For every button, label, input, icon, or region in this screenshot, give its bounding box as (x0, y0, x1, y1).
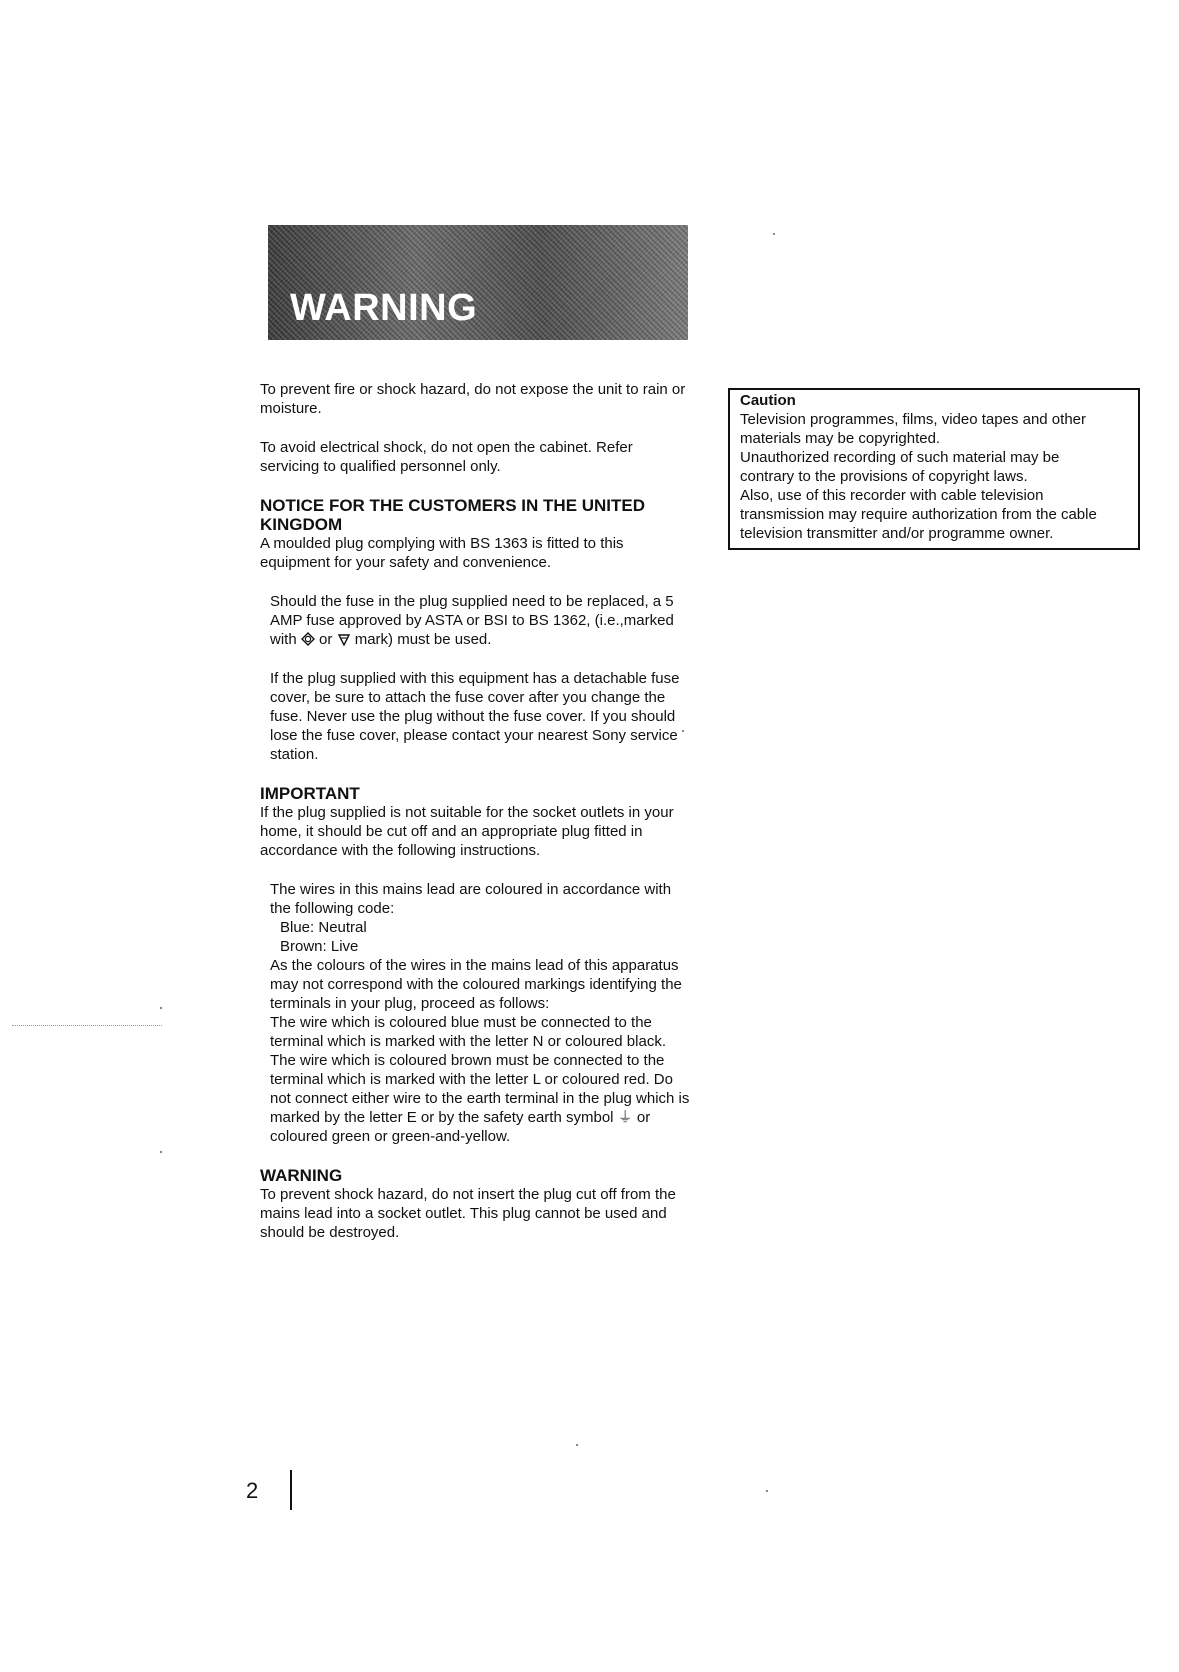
banner-title: WARNING (290, 287, 478, 329)
caution-line: Television programmes, films, video tapes and other (740, 411, 1086, 428)
scan-speck (682, 730, 684, 732)
wire-connection-instructions (270, 1013, 690, 1146)
scan-speck (773, 233, 775, 235)
scan-dotted-artifact (12, 1025, 162, 1026)
earth-symbol-icon: ⏚ (617, 1109, 633, 1126)
caution-title: Caution (740, 392, 796, 409)
asta-mark-icon (301, 632, 315, 646)
fuse-text-or: or (319, 631, 333, 648)
fuse-paragraph (260, 592, 690, 649)
warning-body: To prevent shock hazard, do not insert the plug cut off from the mains lead into a socket outlet. This plug cannot be used and should be destroyed. (260, 1186, 676, 1241)
scan-speck (160, 1151, 162, 1153)
important-heading: IMPORTANT (260, 784, 360, 803)
wire-code-block (260, 880, 690, 1146)
connection-text-b: or coloured green or green-and-yellow. (270, 1109, 651, 1145)
uk-notice-heading: NOTICE FOR THE CUSTOMERS IN THE UNITED KINGDOM (260, 496, 646, 534)
scan-speck (160, 1007, 162, 1009)
caution-line: contrary to the provisions of copyright laws. (740, 468, 1028, 485)
page-number-rule (290, 1470, 292, 1510)
caution-line: materials may be copyrighted. (740, 430, 941, 447)
bsi-kitemark-icon (337, 632, 351, 646)
wire-brown: Brown: Live (280, 938, 359, 955)
uk-notice-body: A moulded plug complying with BS 1363 is fitted to this equipment for your safety and convenience. (260, 535, 624, 571)
page-number: 2 (246, 1478, 259, 1503)
intro-fire: To prevent fire or shock hazard, do not expose the unit to rain or moisture. (260, 381, 686, 417)
wire-blue: Blue: Neutral (280, 919, 367, 936)
warning-heading: WARNING (260, 1166, 343, 1185)
main-column (260, 380, 690, 1242)
connection-text-a: The wire which is coloured blue must be connected to the terminal which is marked with the letter N or coloured black. The wire which is coloured brown must be connected to the terminal which is marked with the letter L or coloured red. Do not connect either wire to the earth terminal in the plug which is marked by the letter E or by the safety earth symbol (270, 1014, 690, 1126)
fuse-text-b: mark) must be used. (354, 631, 492, 648)
fuse-cover-paragraph: If the plug supplied with this equipment has a detachable fuse cover, be sure to attach the fuse cover after you change the fuse. Never use the plug without the fuse cover. If you should lose the fuse cover, please contact your nearest Sony service station. (270, 670, 680, 763)
important-body: If the plug supplied is not suitable for the socket outlets in your home, it should be cut off and an appropriate plug fitted in accordance with the following instructions. (260, 804, 674, 859)
scan-speck (576, 1444, 578, 1446)
caution-line: transmission may require authorization from the cable (740, 506, 1097, 523)
wires-intro: The wires in this mains lead are coloured in accordance with the following code: (270, 881, 672, 917)
caution-line: Also, use of this recorder with cable television (740, 487, 1044, 504)
warning-banner (268, 225, 688, 340)
intro-shock: To avoid electrical shock, do not open the cabinet. Refer servicing to qualified personnel only. (260, 439, 633, 475)
wire-colours-note: As the colours of the wires in the mains lead of this apparatus may not correspond with the coloured markings identifying the terminals in your plug, proceed as follows: (270, 957, 682, 1012)
caution-line: television transmitter and/or programme owner. (740, 525, 1054, 542)
caution-box (728, 388, 1140, 550)
scan-speck (766, 1490, 768, 1492)
fuse-text-a: Should the fuse in the plug supplied need to be replaced, a 5 AMP fuse approved by ASTA or BSI to BS 1362, (i.e.,marked with (270, 593, 674, 648)
caution-line: Unauthorized recording of such material may be (740, 449, 1060, 466)
